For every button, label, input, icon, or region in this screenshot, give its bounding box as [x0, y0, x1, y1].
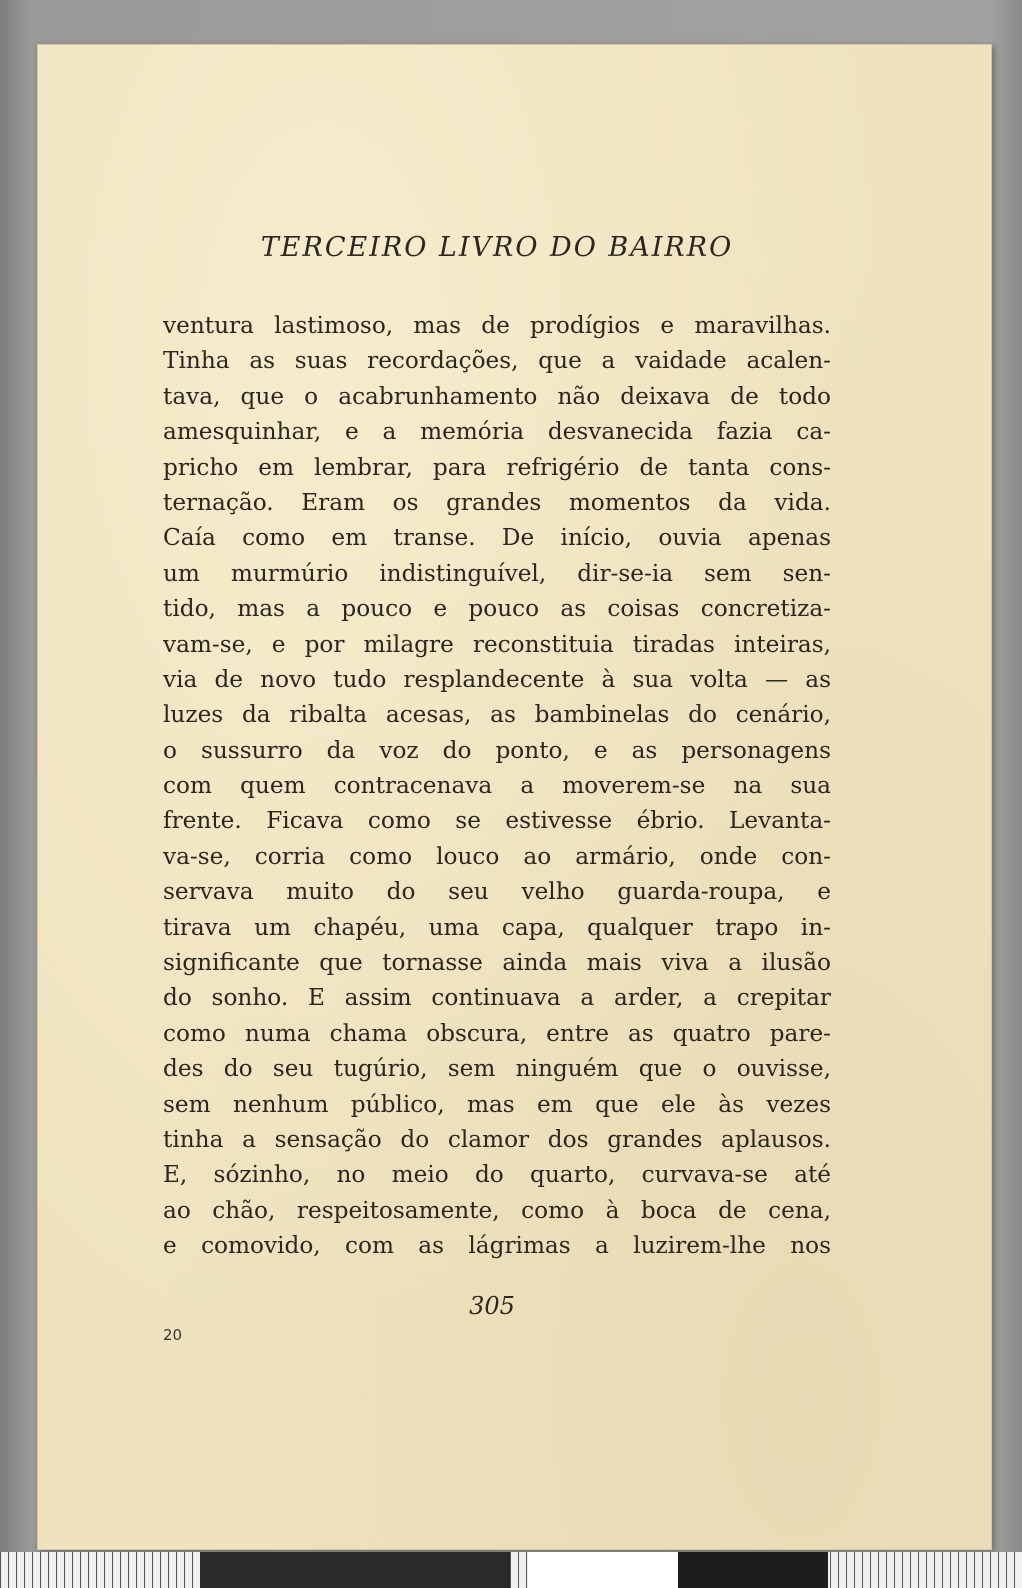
text-line: luzes da ribalta acesas, as bambinelas do cenário,: [163, 701, 831, 729]
text-line: Tinha as suas recordações, que a vaidade acalen-: [163, 347, 831, 375]
text-line: como numa chama obscura, entre as quatro pare-: [163, 1019, 831, 1047]
text-line: frente. Ficava como se estivesse ébrio. Levanta-: [163, 807, 831, 835]
signature-mark: 20: [163, 1326, 183, 1344]
ruler-dark-block: [200, 1552, 510, 1588]
text-line: via de novo tudo resplandecente à sua volta — as: [163, 665, 831, 693]
text-line: ternação. Eram os grandes momentos da vida.: [163, 488, 831, 516]
text-line: des do seu tugúrio, sem ninguém que o ouvisse,: [163, 1055, 831, 1083]
text-line: o sussurro da voz do ponto, e as personagens: [163, 736, 831, 764]
text-line: amesquinhar, e a memória desvanecida fazia ca-: [163, 418, 831, 446]
text-line: vam-se, e por milagre reconstituia tiradas inteiras,: [163, 630, 831, 658]
text-line: tirava um chapéu, uma capa, qualquer trapo in-: [163, 913, 831, 941]
text-line: E, sózinho, no meio do quarto, curvava-se até: [163, 1161, 831, 1189]
scale-ruler: [0, 1552, 1022, 1588]
text-line: tido, mas a pouco e pouco as coisas concretiza-: [163, 595, 831, 623]
ruler-ticks: [0, 1552, 200, 1588]
body-text: [163, 308, 831, 1264]
text-line: ventura lastimoso, mas de prodígios e maravilhas.: [163, 312, 831, 339]
running-head: TERCEIRO LIVRO DO BAIRRO: [260, 232, 734, 263]
text-line: tava, que o acabrunhamento não deixava de todo: [163, 382, 831, 410]
ruler-white-block: [528, 1552, 678, 1588]
text-line: e comovido, com as lágrimas a luzirem-lhe nos: [163, 1232, 831, 1260]
text-line: um murmúrio indistinguível, dir-se-ia sem sen-: [163, 559, 831, 587]
ruler-dark-block: [678, 1552, 828, 1588]
text-line: significante que tornasse ainda mais viva a ilusão: [163, 949, 831, 977]
text-line: tinha a sensação do clamor dos grandes aplausos.: [163, 1125, 831, 1153]
text-line: servava muito do seu velho guarda-roupa, e: [163, 878, 831, 906]
page-number: 305: [469, 1292, 515, 1320]
text-line: com quem contracenava a moverem-se na sua: [163, 772, 831, 800]
text-line: sem nenhum público, mas em que ele às vezes: [163, 1090, 831, 1118]
text-line: ao chão, respeitosamente, como à boca de cena,: [163, 1196, 831, 1224]
book-page: [37, 44, 992, 1550]
text-line: Caía como em transe. De início, ouvia apenas: [163, 524, 831, 552]
text-line: pricho em lembrar, para refrigério de tanta cons-: [163, 453, 831, 481]
text-line: va-se, corria como louco ao armário, onde con-: [163, 842, 831, 870]
text-line: do sonho. E assim continuava a arder, a crepitar: [163, 984, 831, 1012]
